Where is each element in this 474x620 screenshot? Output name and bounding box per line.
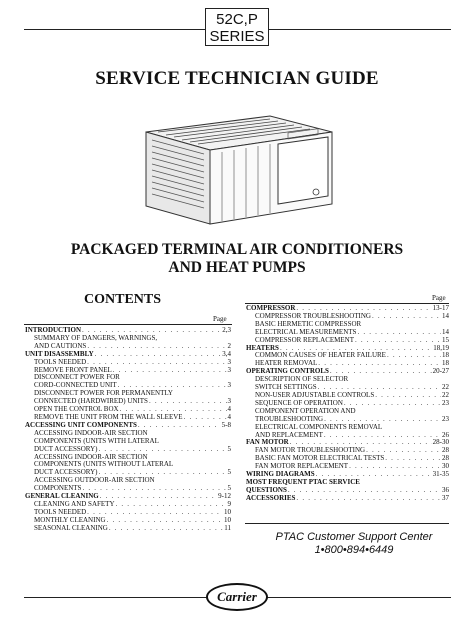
toc-entry-title: AND REPLACEMENT bbox=[255, 430, 323, 439]
toc-entry-title: CLEANING AND SAFETY bbox=[34, 499, 115, 508]
toc-entry-page: 5 bbox=[227, 484, 231, 493]
toc-entry-title: SUMMARY OF DANGERS, WARNINGS, bbox=[34, 333, 158, 342]
toc-entry-title: BASIC FAN MOTOR ELECTRICAL TESTS bbox=[255, 454, 385, 463]
toc-entry-title: SEQUENCE OF OPERATION bbox=[255, 398, 343, 407]
toc-entry-page: 28 bbox=[442, 454, 449, 463]
toc-entry-page: 4 bbox=[227, 405, 231, 414]
subtitle-line-2: AND HEAT PUMPS bbox=[168, 259, 306, 276]
toc-entry-title: TROUBLESHOOTING bbox=[255, 414, 324, 423]
toc-entry-page: 3 bbox=[227, 397, 231, 406]
left-contents-rule bbox=[24, 324, 232, 325]
toc-entry-page: 31-35 bbox=[432, 470, 449, 479]
toc-entry-page: 3 bbox=[227, 381, 231, 390]
toc-entry-title: COMPONENT OPERATION AND bbox=[255, 406, 356, 415]
toc-entry-page: 10 bbox=[224, 515, 231, 524]
toc-entry-title: ACCESSING INDOOR-AIR SECTION bbox=[34, 452, 148, 461]
toc-entry-page: 10 bbox=[224, 507, 231, 516]
toc-entry-page: 11 bbox=[224, 523, 231, 532]
toc-entry-title: ACCESSING INDOOR-AIR SECTION bbox=[34, 428, 148, 437]
toc-entry-title: DUCT ACCESSORY) bbox=[34, 468, 98, 477]
toc-entry-title: REMOVE THE UNIT FROM THE WALL SLEEVE bbox=[34, 412, 183, 421]
right-page-label: Page bbox=[432, 294, 446, 302]
toc-entry-page: 23 bbox=[442, 398, 449, 407]
toc-entry-page: 3 bbox=[227, 365, 231, 374]
toc-dot-leader bbox=[82, 485, 226, 493]
toc-entry-page: 18,19 bbox=[433, 343, 449, 352]
toc-entry-title: ACCESSORIES bbox=[246, 493, 296, 502]
toc-entry-page: 18 bbox=[442, 351, 449, 360]
toc-left-column bbox=[25, 327, 231, 533]
toc-entry-title: FAN MOTOR TROUBLESHOOTING bbox=[255, 446, 366, 455]
toc-dot-leader bbox=[375, 392, 441, 400]
toc-entry-title: NON-USER ADJUSTABLE CONTROLS bbox=[255, 390, 375, 399]
series-model: 52C,P bbox=[216, 11, 258, 28]
toc-dot-leader bbox=[95, 351, 222, 359]
toc-entry-title: SEASONAL CLEANING bbox=[34, 523, 108, 532]
toc-dot-leader bbox=[349, 463, 441, 471]
toc-dot-leader bbox=[288, 487, 441, 495]
toc-entry-page: 22 bbox=[442, 390, 449, 399]
toc-entry-title: ACCESSING OUTDOOR-AIR SECTION bbox=[34, 476, 155, 485]
toc-entry-title: FAN MOTOR bbox=[246, 438, 289, 447]
toc-entry-page: 37 bbox=[442, 493, 449, 502]
toc-entry-title: INTRODUCTION bbox=[25, 326, 82, 334]
toc-dot-leader bbox=[116, 501, 227, 509]
toc-entry-page: 36 bbox=[442, 485, 449, 494]
toc-entry-title: MOST FREQUENT PTAC SERVICE bbox=[246, 477, 360, 486]
toc-dot-leader bbox=[100, 493, 217, 501]
toc-entry-title: HEATERS bbox=[246, 343, 279, 352]
toc-entry-page: 23 bbox=[442, 414, 449, 423]
toc-entry-page: 5 bbox=[227, 468, 231, 477]
toc-entry-title: UNIT DISASSEMBLY bbox=[25, 349, 94, 358]
toc-entry-title: ACCESSING UNIT COMPONENTS bbox=[25, 420, 137, 429]
toc-dot-leader bbox=[113, 367, 227, 375]
toc-entry-title: DESCRIPTION OF SELECTOR bbox=[255, 375, 349, 384]
toc-dot-leader bbox=[149, 398, 227, 406]
toc-entry-title: COMMON CAUSES OF HEATER FAILURE bbox=[255, 351, 386, 360]
toc-entry-page: 4 bbox=[227, 412, 231, 421]
toc-entry-title: TOOLS NEEDED bbox=[34, 507, 87, 516]
toc-entry-title: GENERAL CLEANING bbox=[25, 492, 99, 501]
toc-entry-page: 15 bbox=[442, 335, 449, 344]
toc-entry-title: ELECTRICAL COMPONENTS REMOVAL bbox=[255, 422, 383, 431]
toc-entry-title: COMPONENTS bbox=[34, 484, 82, 493]
support-center-name: PTAC Customer Support Center bbox=[275, 531, 433, 543]
series-label bbox=[205, 8, 269, 46]
toc-entry-title: MONTHLY CLEANING bbox=[34, 515, 106, 524]
customer-support bbox=[249, 531, 459, 557]
toc-entry-title: COMPRESSOR REPLACEMENT bbox=[255, 335, 354, 344]
toc-dot-leader bbox=[344, 400, 441, 408]
toc-entry-page: 13-17 bbox=[432, 304, 449, 312]
toc-right-column bbox=[246, 305, 449, 503]
toc-entry-page: 9 bbox=[227, 499, 231, 508]
toc-entry bbox=[25, 525, 231, 533]
toc-dot-leader bbox=[296, 495, 441, 503]
right-bottom-rule bbox=[245, 523, 449, 524]
toc-entry bbox=[246, 495, 449, 503]
product-subtitle bbox=[0, 241, 474, 277]
toc-entry-page: 9-12 bbox=[218, 492, 231, 501]
toc-entry-title: DUCT ACCESSORY) bbox=[34, 444, 98, 453]
toc-entry-page: 14 bbox=[442, 327, 449, 336]
toc-dot-leader bbox=[385, 455, 441, 463]
toc-entry-page: 2 bbox=[227, 341, 231, 350]
toc-entry-title: HEATER REMOVAL bbox=[255, 359, 318, 368]
toc-entry-page: 5 bbox=[227, 444, 231, 453]
toc-entry-page: 30 bbox=[442, 462, 449, 471]
toc-dot-leader bbox=[355, 337, 441, 345]
toc-entry-page: 28 bbox=[442, 446, 449, 455]
support-phone: 1•800•894•6449 bbox=[314, 544, 394, 556]
toc-entry-page: 2,3 bbox=[222, 326, 231, 334]
toc-dot-leader bbox=[318, 360, 441, 368]
toc-dot-leader bbox=[109, 525, 223, 533]
toc-entry-page: 14 bbox=[442, 311, 449, 320]
toc-entry-page: 20-27 bbox=[432, 367, 449, 376]
toc-dot-leader bbox=[184, 414, 227, 422]
toc-entry-title: COMPRESSOR TROUBLESHOOTING bbox=[255, 311, 371, 320]
toc-entry-page: 5-8 bbox=[221, 420, 231, 429]
toc-entry-title: OPEN THE CONTROL BOX bbox=[34, 405, 119, 414]
toc-entry-page: 3 bbox=[227, 357, 231, 366]
series-word: SERIES bbox=[209, 28, 265, 45]
toc-dot-leader bbox=[324, 432, 441, 440]
toc-dot-leader bbox=[87, 343, 226, 351]
toc-entry-title: COMPONENTS (UNITS WITH LATERAL bbox=[34, 436, 159, 445]
toc-dot-leader bbox=[138, 422, 221, 430]
guide-title: SERVICE TECHNICIAN GUIDE bbox=[95, 68, 379, 89]
logo-text: Carrier bbox=[217, 589, 257, 604]
contents-heading: CONTENTS bbox=[84, 292, 162, 307]
toc-entry-title: DISCONNECT POWER FOR bbox=[34, 373, 120, 382]
carrier-logo bbox=[206, 583, 268, 611]
toc-entry-page: 26 bbox=[442, 430, 449, 439]
toc-entry-title: BASIC HERMETIC COMPRESSOR bbox=[255, 319, 362, 328]
toc-entry-title: ELECTRICAL MEASUREMENTS bbox=[255, 327, 357, 336]
toc-entry-title: DISCONNECT POWER FOR PERMANENTLY bbox=[34, 389, 173, 398]
left-page-label: Page bbox=[213, 315, 227, 323]
toc-dot-leader bbox=[372, 313, 441, 321]
toc-entry-title: REMOVE FRONT PANEL bbox=[34, 365, 112, 374]
ptac-unit-illustration bbox=[138, 110, 338, 228]
toc-entry-title: CONNECTED (HARDWIRED) UNITS bbox=[34, 397, 148, 406]
subtitle-line-1: PACKAGED TERMINAL AIR CONDITIONERS bbox=[70, 241, 404, 258]
toc-entry-title: AND CAUTIONS bbox=[34, 341, 87, 350]
toc-entry-title: COMPONENTS (UNITS WITHOUT LATERAL bbox=[34, 460, 174, 469]
toc-dot-leader bbox=[387, 352, 441, 360]
toc-entry-title: TOOLS NEEDED bbox=[34, 357, 87, 366]
toc-entry-page: 28-30 bbox=[432, 438, 449, 447]
toc-entry-page: 22 bbox=[442, 383, 449, 392]
toc-dot-leader bbox=[107, 517, 223, 525]
toc-entry-page: 18 bbox=[442, 359, 449, 368]
toc-entry-title: FAN MOTOR REPLACEMENT bbox=[255, 462, 349, 471]
toc-dot-leader bbox=[87, 509, 223, 517]
toc-dot-leader bbox=[357, 329, 441, 337]
toc-entry-title: QUESTIONS bbox=[246, 485, 287, 494]
toc-entry-title: SWITCH SETTINGS bbox=[255, 383, 317, 392]
toc-entry-title: OPERATING CONTROLS bbox=[246, 367, 329, 376]
toc-entry-title: CORD-CONNECTED UNIT bbox=[34, 381, 117, 390]
toc-entry-title: WIRING DIAGRAMS bbox=[246, 470, 315, 479]
toc-entry-page: 3,4 bbox=[222, 349, 231, 358]
toc-entry-title: COMPRESSOR bbox=[246, 304, 296, 312]
